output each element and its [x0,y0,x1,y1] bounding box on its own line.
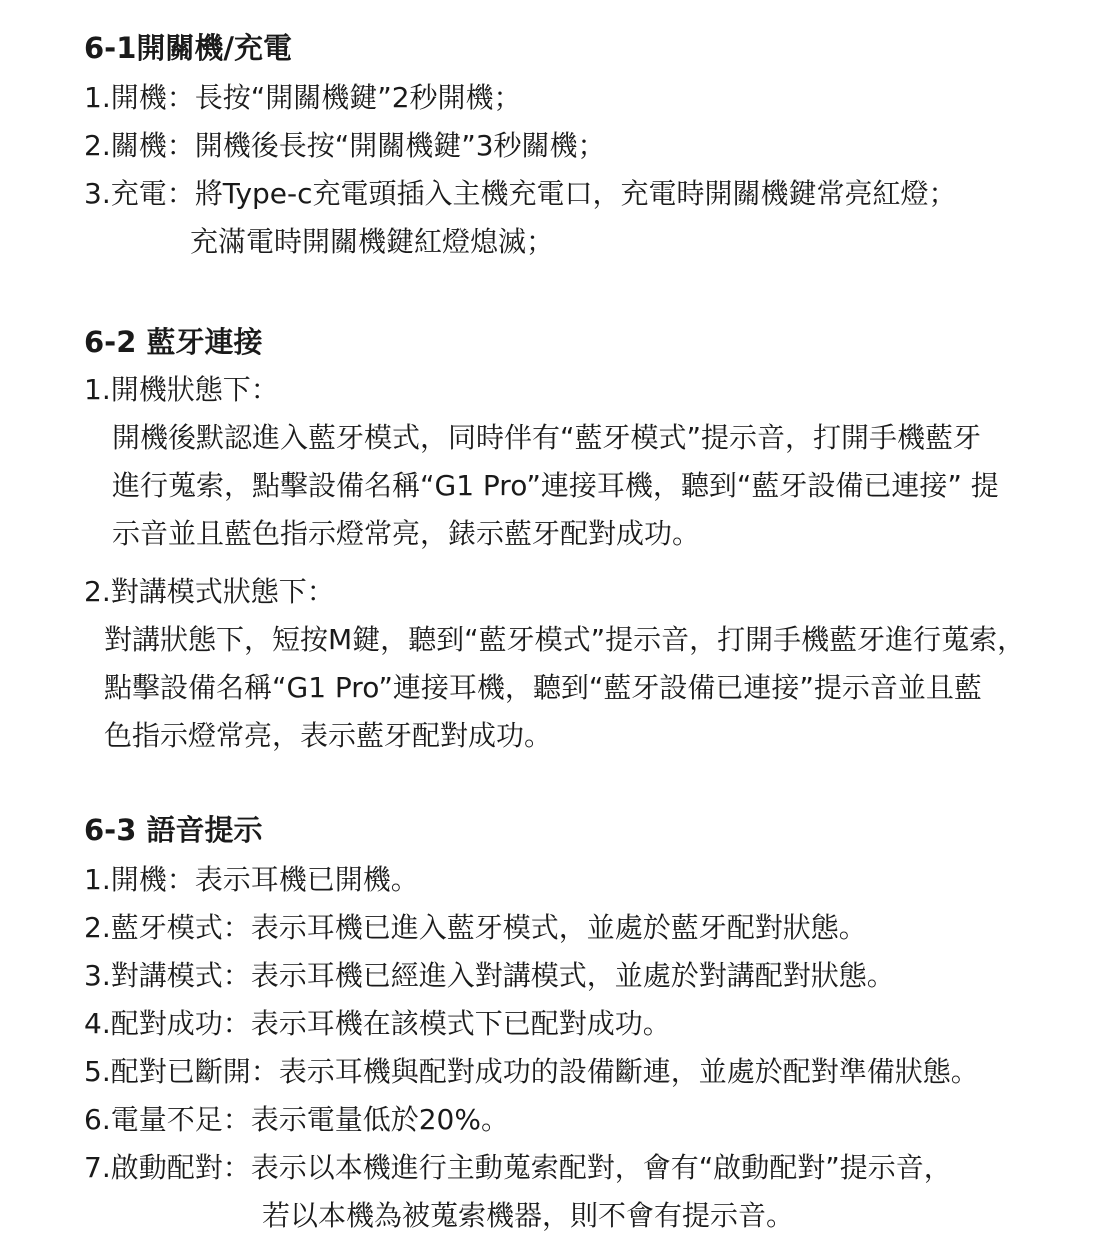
text-line: 示音並且藍色指示燈常亮，錶示藍牙配對成功。 [112,517,701,550]
text-line: 1.開機：表示耳機已開機。 [84,863,419,896]
text-line: 開機後默認進入藍牙模式，同時伴有“藍牙模式”提示音，打開手機藍牙 [112,421,982,454]
text-line: 3.對講模式：表示耳機已經進入對講模式，並處於對講配對狀態。 [84,959,895,992]
section-heading-voice-prompts: 6-3 語音提示 [84,813,263,847]
text-line: 7.啟動配對：表示以本機進行主動蒐索配對，會有“啟動配對”提示音， [84,1151,952,1184]
section-heading-power: 6-1開關機/充電 [84,31,292,65]
text-line: 點擊設備名稱“G1 Pro”連接耳機，聽到“藍牙設備已連接”提示音並且藍 [104,671,982,704]
text-line: 進行蒐索，點擊設備名稱“G1 Pro”連接耳機，聽到“藍牙設備已連接” 提 [112,469,999,502]
text-line: 4.配對成功：表示耳機在該模式下已配對成功。 [84,1007,671,1040]
text-line: 色指示燈常亮，表示藍牙配對成功。 [104,719,553,752]
text-line: 對講狀態下，短按M鍵，聽到“藍牙模式”提示音，打開手機藍牙進行蒐索， [104,623,1026,656]
text-line: 2.關機：開機後長按“開關機鍵”3秒關機； [84,129,606,162]
subsection-title: 2.對講模式狀態下： [84,575,335,608]
text-line: 6.電量不足：表示電量低於20%。 [84,1103,509,1136]
text-line: 2.藍牙模式：表示耳機已進入藍牙模式，並處於藍牙配對狀態。 [84,911,867,944]
text-line: 5.配對已斷開：表示耳機與配對成功的設備斷連，並處於配對準備狀態。 [84,1055,979,1088]
section-heading-bluetooth: 6-2 藍牙連接 [84,325,263,359]
text-line: 若以本機為被蒐索機器，則不會有提示音。 [262,1199,795,1232]
text-line: 充滿電時開關機鍵紅燈熄滅； [190,225,555,258]
text-line: 3.充電：將Type-c充電頭插入主機充電口，充電時開關機鍵常亮紅燈； [84,177,957,210]
subsection-title: 1.開機狀態下： [84,373,279,406]
text-line: 1.開機：長按“開關機鍵”2秒開機； [84,81,522,114]
